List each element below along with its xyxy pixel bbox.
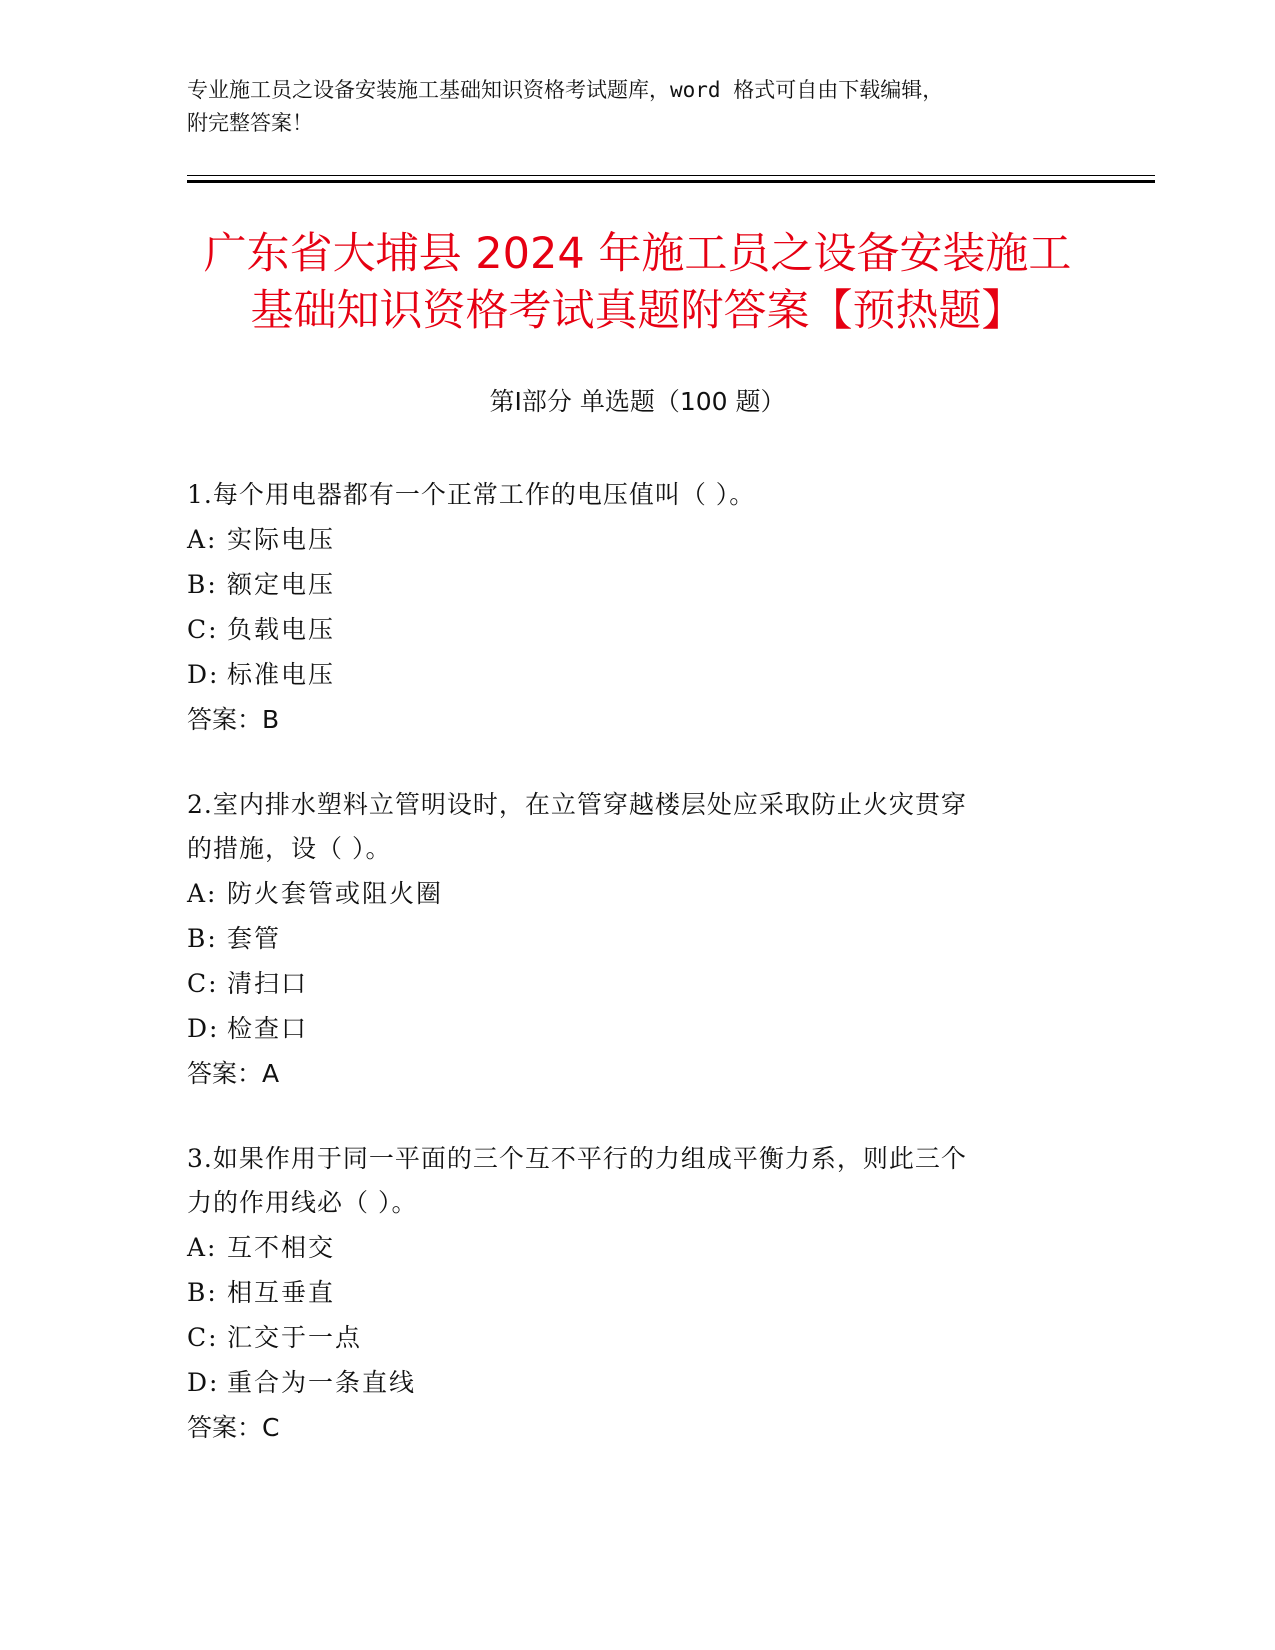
option-text: 额定电压: [227, 570, 336, 599]
option-text: 清扫口: [227, 969, 309, 998]
option-b: [187, 916, 1067, 961]
option-d: [187, 652, 1067, 697]
option-b: [187, 562, 1067, 607]
question-stem-line-1: 1.每个用电器都有一个正常工作的电压值叫（ ）。: [187, 480, 756, 509]
option-text: 防火套管或阻火圈: [227, 879, 444, 908]
option-letter: B:: [187, 570, 218, 599]
option-a: [187, 517, 1067, 562]
option-d: [187, 1006, 1067, 1051]
option-text: 负载电压: [227, 615, 336, 644]
option-letter: C:: [187, 615, 219, 644]
option-letter: D:: [187, 1014, 220, 1043]
document-title: [150, 226, 1125, 340]
option-letter: D:: [187, 1368, 220, 1397]
question-list: [187, 473, 1067, 1491]
answer-line: 答案：C: [187, 1413, 280, 1442]
title-line-1: 广东省大埔县 2024 年施工员之设备安装施工: [203, 229, 1072, 279]
option-text: 套管: [227, 924, 282, 953]
section-heading: 第Ⅰ部分 单选题（100 题）: [489, 387, 786, 416]
header-note: [187, 74, 1087, 140]
option-d: [187, 1360, 1067, 1405]
title-line-2: 基础知识资格考试真题附答案【预热题】: [250, 286, 1025, 336]
option-text: 检查口: [227, 1014, 309, 1043]
option-a: [187, 871, 1067, 916]
question-3: [187, 1137, 1067, 1451]
option-letter: A:: [187, 525, 218, 554]
option-letter: B:: [187, 924, 218, 953]
answer-line: 答案：A: [187, 1059, 280, 1088]
option-letter: C:: [187, 1323, 219, 1352]
question-stem-line-1: 2.室内排水塑料立管明设时，在立管穿越楼层处应采取防止火灾贯穿: [187, 790, 967, 819]
option-text: 重合为一条直线: [227, 1368, 417, 1397]
option-a: [187, 1225, 1067, 1270]
header-note-line-2: 附完整答案！: [187, 111, 313, 135]
option-letter: C:: [187, 969, 219, 998]
option-letter: A:: [187, 879, 218, 908]
option-letter: D:: [187, 660, 220, 689]
question-stem-line-2: 力的作用线必（ ）。: [187, 1188, 418, 1217]
question-stem-line-2: 的措施，设（ ）。: [187, 834, 392, 863]
question-1: [187, 473, 1067, 743]
option-letter: B:: [187, 1278, 218, 1307]
option-c: [187, 1315, 1067, 1360]
question-2: [187, 783, 1067, 1097]
answer-line: 答案：B: [187, 705, 280, 734]
header-rule-thick: [187, 180, 1155, 183]
option-b: [187, 1270, 1067, 1315]
header-note-line-1: 专业施工员之设备安装施工基础知识资格考试题库，word 格式可自由下载编辑，: [187, 78, 944, 102]
option-text: 汇交于一点: [227, 1323, 363, 1352]
question-stem-line-1: 3.如果作用于同一平面的三个互不平行的力组成平衡力系，则此三个: [187, 1144, 967, 1173]
option-text: 相互垂直: [227, 1278, 336, 1307]
header-rule-thin: [187, 175, 1155, 176]
option-letter: A:: [187, 1233, 218, 1262]
option-text: 互不相交: [227, 1233, 336, 1262]
option-c: [187, 607, 1067, 652]
option-c: [187, 961, 1067, 1006]
option-text: 实际电压: [227, 525, 336, 554]
option-text: 标准电压: [227, 660, 336, 689]
